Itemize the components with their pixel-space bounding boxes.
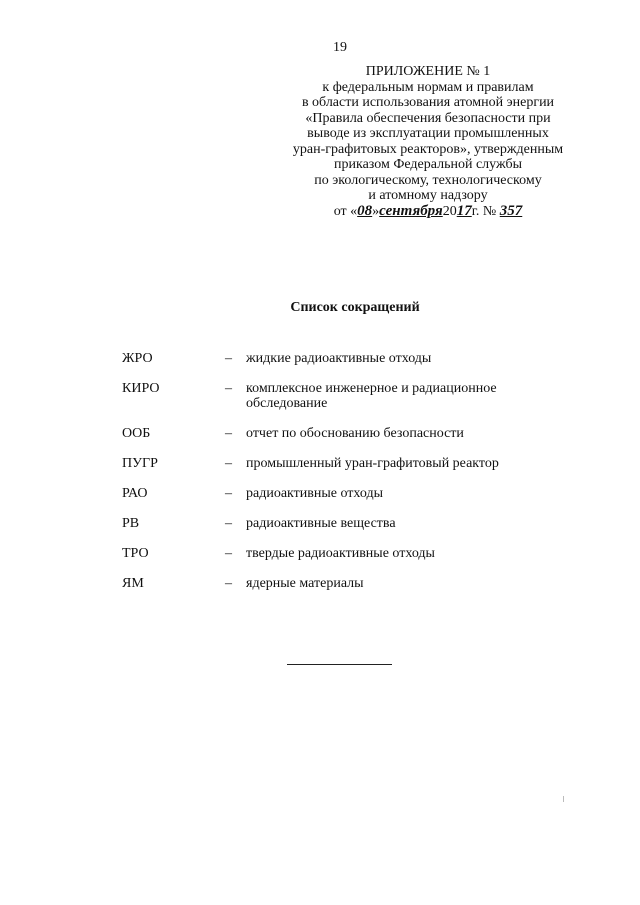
abbreviation-definition: радиоактивные отходы	[246, 486, 384, 501]
abbreviations-list	[122, 351, 542, 591]
dash: –	[225, 546, 232, 561]
page-number: 19	[333, 40, 347, 55]
abbreviation-row	[122, 381, 542, 411]
abbreviation-term: ООБ	[122, 426, 151, 441]
abbreviation-definition: комплексное инженерное и радиационное обследование	[246, 381, 497, 411]
year-prefix: 20	[442, 203, 457, 219]
abbreviation-row	[122, 426, 542, 441]
abbreviation-definition: отчет по обоснованию безопасности	[246, 426, 464, 441]
appendix-title: ПРИЛОЖЕНИЕ № 1	[365, 64, 491, 79]
dash: –	[225, 576, 232, 591]
abbreviation-definition: радиоактивные вещества	[246, 516, 396, 531]
appendix-line: приказом Федеральной службы	[334, 157, 522, 172]
abbreviation-term: ТРО	[122, 546, 149, 561]
abbreviation-term: РАО	[122, 486, 148, 501]
scan-artifact	[563, 796, 564, 802]
abbreviation-definition: ядерные материалы	[246, 576, 364, 591]
dash: –	[225, 456, 232, 471]
abbreviation-row	[122, 486, 542, 501]
abbreviation-row	[122, 456, 542, 471]
abbreviation-row	[122, 516, 542, 531]
abbreviation-definition: твердые радиоактивные отходы	[246, 546, 435, 561]
appendix-line: выводе из эксплуатации промышленных	[307, 126, 549, 141]
dash: –	[225, 486, 232, 501]
dash: –	[225, 351, 232, 366]
appendix-line: в области использования атомной энергии	[301, 95, 555, 110]
handwritten-order-number: 357	[499, 202, 523, 219]
appendix-header	[272, 64, 584, 219]
abbreviation-definition: промышленный уран-графитовый реактор	[246, 456, 499, 471]
abbreviation-row	[122, 576, 542, 591]
date-prefix: от «	[333, 203, 358, 219]
number-prefix: г. №	[471, 203, 497, 219]
abbreviation-definition: жидкие радиоактивные отходы	[246, 351, 432, 366]
abbreviation-term: ЖРО	[122, 351, 153, 366]
abbreviation-row	[122, 351, 542, 366]
abbreviation-term: РВ	[122, 516, 140, 531]
appendix-line: к федеральным нормам и правилам	[322, 79, 534, 95]
order-date-line	[272, 204, 584, 220]
abbreviation-row	[122, 546, 542, 561]
dash: –	[225, 516, 232, 531]
abbreviation-term: ЯМ	[122, 576, 144, 591]
dash: –	[225, 426, 232, 441]
appendix-line: по экологическому, технологическому	[314, 172, 542, 188]
handwritten-day: 08	[357, 202, 373, 219]
abbreviation-term: КИРО	[122, 381, 160, 396]
appendix-line: «Правила обеспечения безопасности при	[305, 110, 551, 126]
appendix-line: и атомному надзору	[368, 188, 488, 203]
abbreviations-list-title: Список сокращений	[290, 300, 420, 315]
footer-divider	[287, 664, 392, 665]
abbreviation-term: ПУГР	[122, 456, 158, 471]
handwritten-month: сентября	[379, 202, 443, 219]
handwritten-year: 17	[456, 202, 472, 219]
appendix-line: уран-графитовых реакторов», утвержденным	[292, 141, 564, 157]
date-sep: »	[372, 203, 380, 219]
dash: –	[225, 381, 232, 396]
